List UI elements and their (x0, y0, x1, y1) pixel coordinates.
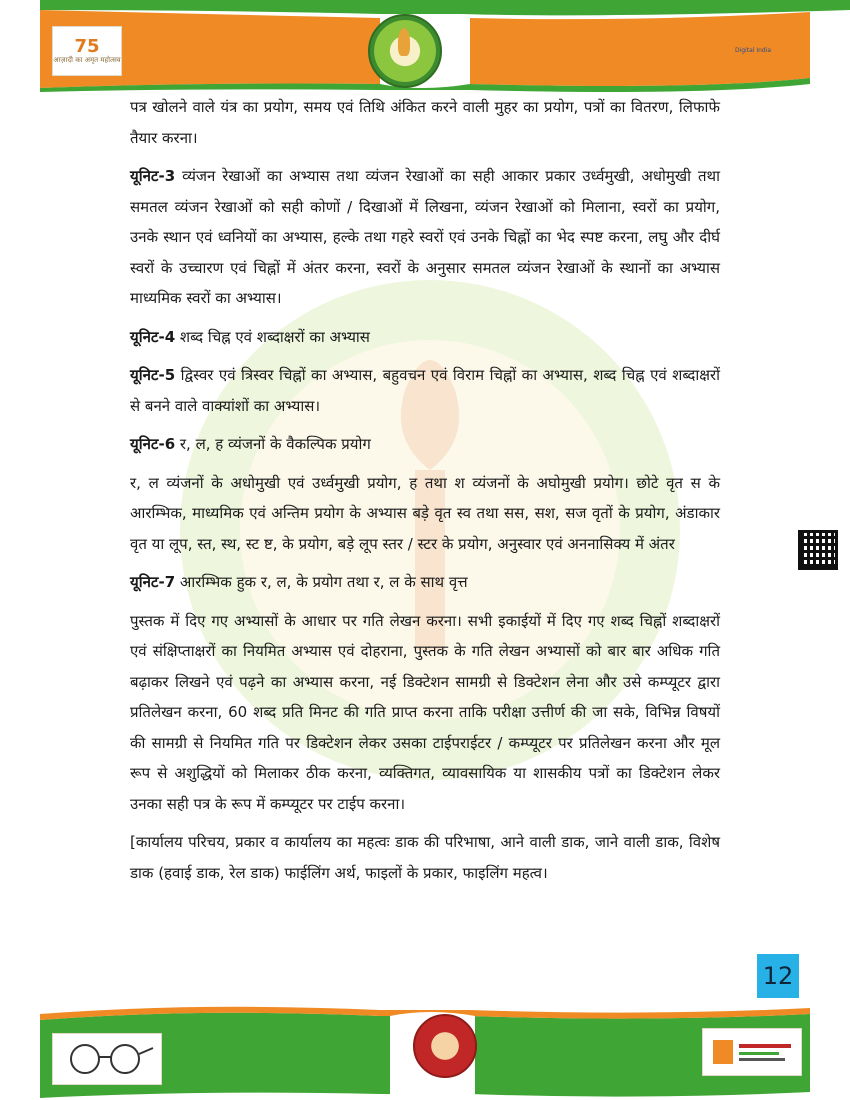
digital-india-text: Digital India (734, 46, 772, 54)
children-reading-icon (709, 1034, 795, 1070)
unit-7-paragraph: पुस्तक में दिए गए अभ्यासों के आधार पर गति लेखन करना। सभी इकाईयों में दिए गए शब्द चिह्नों शब्दाक्षरों एवं संक्षिप्ताक्षरों का नियमित अभ्यास एवं दोहराना, पुस्तक के गति लेखन अभ्यासों को बार बार अधिक गति बढ़ाकर लिखने एवं पढ़ने का अभ्यास करना, नई डिक्टेशन सामग्री से डिक्टेशन लेना और उसे कम्प्यूटर द्वारा प्रतिलेखन करना, 60 शब्द प्रति मिनट की गति प्राप्त करना ताकि परीक्षा उत्तीर्ण की जा सके, विभिन्न विषयों की सामग्री से नियमित गति पर डिक्टेशन लेकर उसका टाईपराईटर / कम्प्यूटर पर प्रतिलेखन करना और मूल रूप से अशुद्धियों को मिलाकर ठीक करना, व्यक्तिगत, व्यावसायिक या शासकीय पत्रों का डिक्टेशन लेकर उनका सही पत्र के रूप में कम्प्यूटर पर टाईप करना। (130, 611, 720, 813)
right-to-education-icon (702, 1028, 802, 1076)
unit-3-label: यूनिट-3 (130, 167, 176, 185)
qr-code-icon (798, 530, 838, 570)
unit-5-paragraph (130, 360, 720, 421)
unit-4-paragraph (130, 322, 720, 353)
office-introduction-paragraph: [कार्यालय परिचय, प्रकार व कार्यालय का महत्वः डाक की परिभाषा, आने वाली डाक, जाने वाली डाक, विशेष डाक (हवाई डाक, रेल डाक) फाईलिंग अर्थ, फाइलों के प्रकार, फाइलिंग महत्व। (130, 833, 720, 882)
unit-7-text: आरम्भिक हुक र, ल, के प्रयोग तथा र, ल के साथ वृत्त (175, 573, 468, 591)
glasses-icon (59, 1042, 155, 1076)
document-body (130, 92, 720, 896)
girl-education-emblem-icon (413, 1014, 477, 1078)
unit-4-text: शब्द चिह्न एवं शब्दाक्षरों का अभ्यास (175, 327, 370, 346)
unit-6-label: यूनिट-6 (130, 435, 176, 453)
page-header (0, 0, 850, 92)
unit-6-heading (130, 429, 720, 460)
school-education-board-emblem-icon (368, 14, 442, 88)
unit-3-text: व्यंजन रेखाओं का अभ्यास तथा व्यंजन रेखाओं का सही आकार प्रकार उर्ध्वमुखी, अधोमुखी तथा समतल व्यंजन रेखाओं को सही कोणों / दिखाओं में लिखना, व्यंजन रेखाओं को मिलाना, स्वरों का प्रयोग, उनके स्थान एवं ध्वनियों का अभ्यास, हल्के तथा गहरे स्वरों एवं उनके चिह्नों का भेद स्पष्ट करना, लघु और दीर्घ स्वरों के उच्चारण एवं चिह्नों में अंतर करना, स्वरों के अनुसार समतल व्यंजन रेखाओं के स्थानों का अभ्यास माध्यमिक स्वरों का अभ्यास। (130, 167, 720, 307)
unit-3-paragraph (130, 161, 720, 314)
unit-6-text: र, ल, ह व्यंजनों के वैकल्पिक प्रयोग (175, 435, 371, 453)
azadi-ka-amrit-mahotsav-logo (52, 26, 122, 76)
unit-7-label: यूनिट-7 (130, 573, 176, 591)
unit-6-paragraph: र, ल व्यंजनों के अधोमुखी एवं उर्ध्वमुखी प्रयोग, ह तथा श व्यंजनों के अघोमुखी प्रयोग। छोटे वृत स के आरम्भिक, माध्यमिक एवं अन्तिम प्रयोग के अभ्यास बड़े वृत स्व तथा सस, सश, सज वृतों के प्रयोग, अंडाकार वृत या लूप, स्त, स्थ, स्ट ष्ट, के प्रयोग, बड़े लूप स्तर / स्टर के प्रयोग, अनुस्वार एवं अननासिक्य में अंतर (130, 473, 720, 553)
torch-icon (398, 28, 410, 56)
unit-5-label: यूनिट-5 (130, 366, 176, 384)
logo-text: आज़ादी का अमृत महोत्सव (53, 56, 121, 65)
logo-number: 75 (74, 36, 100, 58)
page-number: 12 (757, 954, 799, 998)
swachh-bharat-glasses-icon (52, 1033, 162, 1085)
unit-7-heading (130, 567, 720, 598)
paragraph-postal-work: पत्र खोलने वाले यंत्र का प्रयोग, समय एवं तिथि अंकित करने वाली मुहर का प्रयोग, पत्रों का वितरण, लिफाफे तैयार करना। (130, 98, 720, 147)
unit-4-label: यूनिट-4 (130, 327, 176, 346)
digital-india-logo (718, 36, 788, 66)
unit-5-text: द्विस्वर एवं त्रिस्वर चिह्नों का अभ्यास, बहुवचन एवं विराम चिह्नों का अभ्यास, शब्द चिह्न एवं शब्दाक्षरों से बनने वाले वाक्यांशों का अभ्यास। (130, 366, 720, 415)
